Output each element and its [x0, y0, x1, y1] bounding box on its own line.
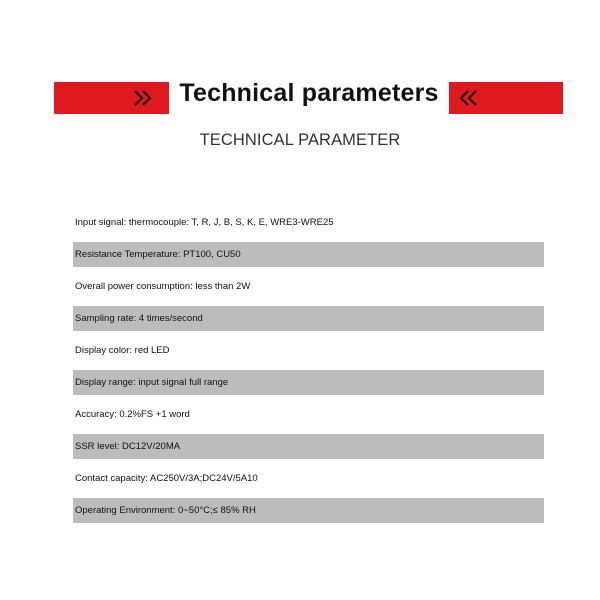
param-power-consumption: Overall power consumption: less than 2W — [75, 280, 251, 292]
param-input-signal: Input signal: thermocouple: T, R, J, B, S, K, E, WRE3-WRE25 — [75, 216, 334, 228]
double-chevron-right-icon — [133, 88, 155, 108]
banner-left-bar — [54, 82, 169, 114]
page-title: Technical parameters — [179, 79, 439, 107]
param-contact-capacity: Contact capacity: AC250V/3A;DC24V/5A10 — [75, 472, 258, 484]
double-chevron-left-icon — [458, 88, 480, 108]
parameter-list — [73, 206, 544, 526]
param-resistance-temperature: Resistance Temperature: PT100, CU50 — [73, 242, 544, 267]
header-banner — [0, 79, 600, 114]
param-sampling-rate: Sampling rate: 4 times/second — [73, 306, 544, 331]
param-display-color: Display color: red LED — [75, 344, 170, 356]
param-display-range: Display range: input signal full range — [73, 370, 544, 395]
page-subtitle: TECHNICAL PARAMETER — [199, 131, 401, 149]
param-operating-environment: Operating Environment: 0~50°C;≤ 85% RH — [73, 498, 544, 523]
param-ssr-level: SSR level: DC12V/20MA — [73, 434, 544, 459]
banner-right-bar — [449, 82, 563, 114]
param-accuracy: Accuracy: 0.2%FS +1 word — [75, 408, 190, 420]
